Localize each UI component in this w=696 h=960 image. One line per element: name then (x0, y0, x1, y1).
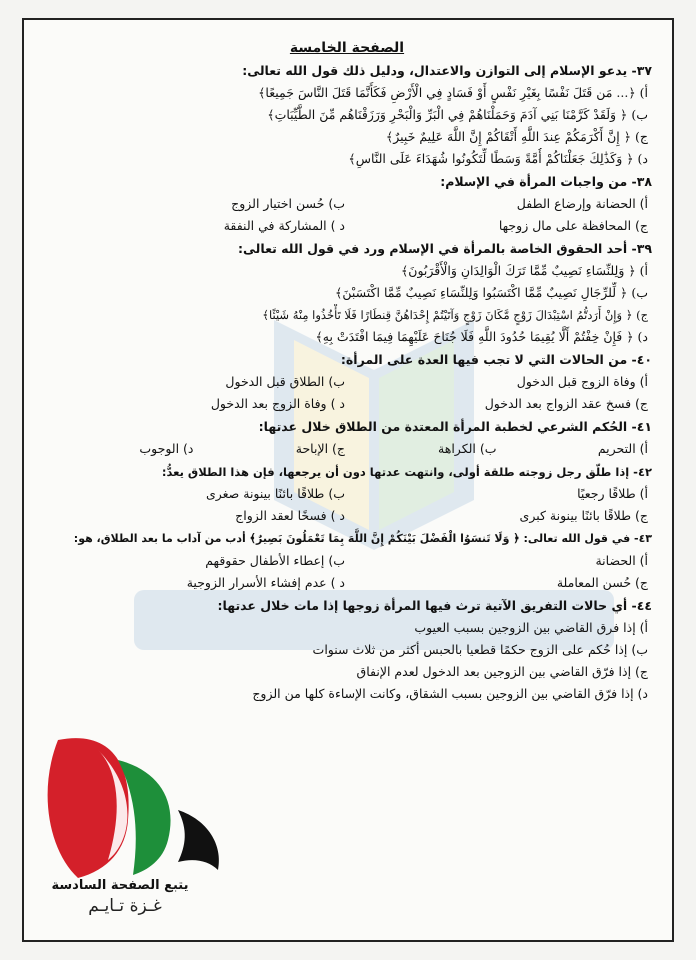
options-row (42, 193, 648, 215)
question-40: ٤٠- من الحالات التي لا تجب فيها العدة على المرأة: (340, 352, 652, 367)
question-38: ٣٨- من واجبات المرأة في الإسلام: (440, 174, 652, 189)
option-40a: أ) وفاة الزوج قبل الدخول (516, 374, 648, 389)
options-row (42, 550, 648, 572)
options-row (42, 505, 648, 527)
question-41: ٤١- الحُكم الشرعي لخطبة المرأة المعتدة من الطلاق خلال عدتها: (258, 419, 652, 434)
option-42c: ج) طلاقًا بائنًا بينونة كبرى (519, 508, 648, 523)
option-42a: أ) طلاقًا رجعيًا (577, 486, 648, 501)
option-39c: ج) ﴿ وَإِنْ أَرَدتُّمُ اسْتِبْدَالَ زَوْجٍ مَّكَانَ زَوْجٍ وَآتَيْتُمْ إِحْدَاهُنَّ قِنطَارًا فَلَا تَأْخُذُوا مِنْهُ شَيْئًا﴾ (262, 308, 648, 322)
option-39a: أ) ﴿ وَلِلنِّسَاءِ نَصِيبٌ مِّمَّا تَرَكَ الْوَالِدَانِ وَالْأَقْرَبُونَ﴾ (400, 263, 648, 278)
option-39d: د) ﴿ فَإِنْ خِفْتُمْ أَلَّا يُقِيمَا حُدُودَ اللَّهِ فَلَا جُنَاحَ عَلَيْهِمَا فِيمَا افْتَدَتْ بِهِ﴾ (315, 329, 648, 344)
option-37d: د) ﴿ وَكَذَٰلِكَ جَعَلْنَاكُمْ أُمَّةً وَسَطًا لِّتَكُونُوا شُهَدَاءَ عَلَى النَّاسِ﴾ (348, 151, 648, 166)
option-41a: أ) التحريم (597, 441, 648, 456)
option-43c: ج) حُسن المعاملة (556, 575, 648, 590)
option-44b: ب) إذا حُكم على الزوج حكمًا قطعيا بالحبس أكثر من ثلاث سنوات (312, 642, 648, 657)
option-40d: د ) وفاة الزوج بعد الدخول (210, 396, 345, 411)
options-row (42, 215, 648, 237)
option-41d: د) الوجوب (139, 441, 194, 456)
option-42d: د ) فسخًا لعقد الزواج (235, 508, 345, 523)
question-39: ٣٩- أحد الحقوق الخاصة بالمرأة في الإسلام ورد في قول الله تعالى: (238, 241, 652, 256)
flag-logo (38, 730, 228, 880)
option-42b: ب) طلاقًا بائنًا بينونة صغرى (205, 486, 345, 501)
question-44: ٤٤- أي حالات التفريق الآتية ترث فيها المرأة زوجها إذا مات خلال عدتها: (217, 598, 652, 613)
option-38c: ج) المحافظة على مال زوجها (498, 218, 648, 233)
option-41b: ب) الكراهة (438, 441, 497, 456)
option-44d: د) إذا فرّق القاضي بين الزوجين بسبب الشقاق، وكانت الإساءة كلها من الزوج (252, 686, 648, 701)
option-38b: ب) حُسن اختيار الزوج (231, 196, 345, 211)
option-38d: د ) المشاركة في النفقة (223, 218, 345, 233)
option-40b: ب) الطلاق قبل الدخول (225, 374, 345, 389)
option-43b: ب) إعطاء الأطفال حقوقهم (205, 553, 345, 568)
question-42: ٤٢- إذا طلّق رجل زوجته طلقة أولى، وانتهت عدتها دون أن يرجعها، فإن هذا الطلاق يعدُّ: (161, 465, 652, 479)
option-37c: ج) ﴿ إِنَّ أَكْرَمَكُمْ عِندَ اللَّهِ أَتْقَاكُمْ إِنَّ اللَّهَ عَلِيمٌ خَبِيرٌ﴾ (385, 129, 648, 144)
question-37: ٣٧- يدعو الإسلام إلى التوازن والاعتدال، ودليل ذلك قول الله تعالى: (242, 63, 652, 78)
option-41c: ج) الإباحة (295, 441, 345, 456)
option-44a: أ) إذا فرق القاضي بين الزوجين بسبب العيوب (414, 620, 648, 635)
page-title: الصفحة الخامسة (289, 40, 405, 56)
option-39b: ب) ﴿ لِّلرِّجَالِ نَصِيبٌ مِّمَّا اكْتَسَبُوا وَلِلنِّسَاءِ نَصِيبٌ مِّمَّا اكْتَسَبْنَ﴾ (335, 285, 648, 300)
options-row (42, 572, 648, 594)
option-43a: أ) الحضانة (595, 553, 648, 568)
continue-note: يتبع الصفحة السادسة (51, 878, 189, 893)
options-row (42, 438, 648, 460)
option-37a: أ) ﴿... مَن قَتَلَ نَفْسًا بِغَيْرِ نَفْسٍ أَوْ فَسَادٍ فِي الْأَرْضِ فَكَأَنَّمَا قَتَلَ النَّاسَ جَمِيعًا﴾ (258, 85, 648, 100)
options-row (42, 371, 648, 393)
option-37b: ب) ﴿ وَلَقَدْ كَرَّمْنَا بَنِي آدَمَ وَحَمَلْنَاهُمْ فِي الْبَرِّ وَالْبَحْرِ وَرَزَقْنَاهُم مِّنَ الطَّيِّبَاتِ﴾ (267, 107, 648, 122)
option-38a: أ) الحضانة وإرضاع الطفل (516, 196, 648, 211)
question-43: ٤٣- في قول الله تعالى: ﴿ وَلَا تَنسَوُا الْفَضْلَ بَيْنَكُمْ إِنَّ اللَّهَ بِمَا تَعْمَلُونَ بَصِيرٌ﴾ أدب من آداب ما بعد الطلاق، هو: (73, 532, 652, 545)
option-43d: د ) عدم إفشاء الأسرار الزوجية (186, 575, 345, 590)
brand-watermark: غـزة تـايـم (88, 896, 162, 916)
options-row (42, 483, 648, 505)
options-row (42, 393, 648, 415)
option-40c: ج) فسخ عقد الزواج بعد الدخول (484, 396, 648, 411)
option-44c: ج) إذا فرّق القاضي بين الزوجين بعد الدخول لعدم الإنفاق (356, 664, 648, 679)
